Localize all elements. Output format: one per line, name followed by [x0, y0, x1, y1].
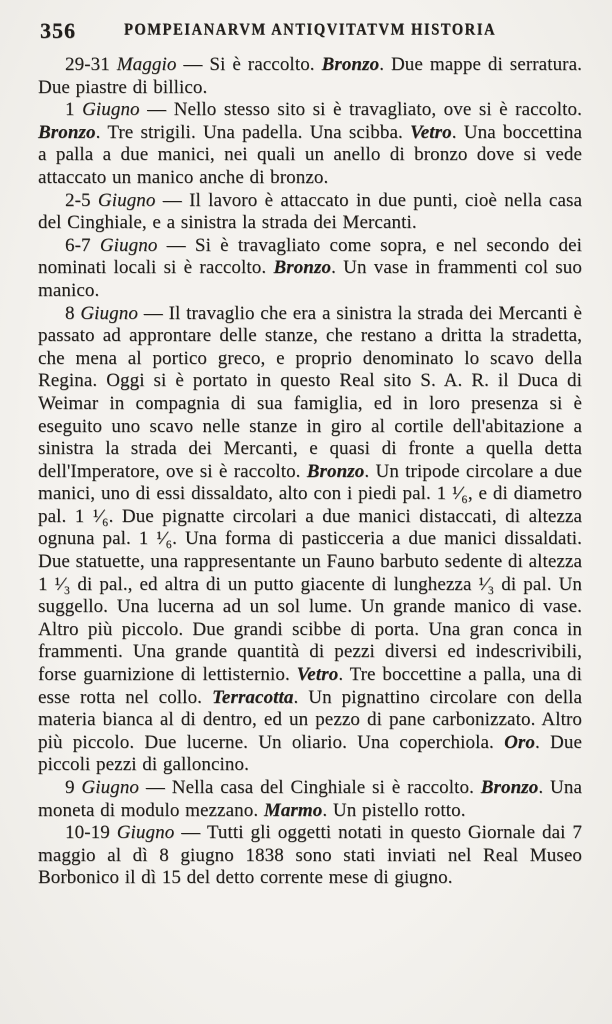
- entry-date-text: Giugno: [81, 777, 140, 798]
- entry-text: 10-19: [65, 822, 117, 844]
- material-label: Bronzo: [306, 460, 365, 482]
- entry-text: . Un vase in frammenti col suo manico.: [38, 257, 582, 301]
- entry-text: . Un pistello rotto.: [322, 799, 466, 821]
- material-label: Bronzo: [38, 121, 96, 143]
- entry-text: — Si è raccolto.: [176, 54, 322, 75]
- page-header: [38, 14, 582, 48]
- journal-entry: [38, 54, 582, 99]
- entry-text: . Tre strigili. Una padella. Una scibba.: [95, 121, 411, 143]
- entry-text: . Tre boccettine a palla, una di esse rotta nel collo.: [38, 664, 582, 708]
- entry-text: 2-5: [65, 189, 98, 211]
- entry-date-text: Giugno: [99, 234, 158, 256]
- entry-text: . Un pignattino circolare con della materia bianca al di dentro, ed un pezzo di pane carbonizzato. Altro più piccolo. Due lucerne. Un oliario. Una coperchiola.: [38, 686, 582, 753]
- journal-entry: [38, 303, 582, 777]
- entry-text: . Una moneta di modulo mezzano.: [38, 777, 582, 821]
- entry-text: . Una boccettina a palla a due manici, nei quali un anello di bronzo dove si vede attaccato un manico anche di bronzo.: [38, 121, 582, 188]
- journal-entry: [38, 235, 582, 303]
- material-label: Bronzo: [480, 777, 539, 798]
- material-label: Vetro: [410, 121, 452, 143]
- material-label: Bronzo: [321, 54, 380, 75]
- entry-text: — Il lavoro è attaccato in due punti, cioè nella casa del Cinghiale, e a sinistra la strada dei Mercanti.: [38, 189, 582, 234]
- entry-text: 1: [65, 99, 83, 121]
- entry-text: — Nella casa del Cinghiale si è raccolto.: [139, 777, 481, 798]
- material-label: Oro: [504, 731, 535, 753]
- journal-entry: [38, 777, 582, 822]
- entry-date-text: Giugno: [97, 189, 156, 211]
- running-title: POMPEIANARVM ANTIQVITATVM HISTORIA: [123, 20, 497, 40]
- material-label: Marmo: [263, 799, 323, 821]
- entry-date-text: Maggio: [116, 54, 177, 75]
- material-label: Vetro: [296, 664, 339, 686]
- entry-text: — Si è travagliato come sopra, e nel secondo dei nominati locali si è raccolto.: [38, 234, 582, 279]
- entry-date-text: Giugno: [82, 99, 140, 121]
- material-label: Bronzo: [273, 257, 332, 279]
- entry-text: . Un tripode circolare a due manici, uno di essi dissaldato, alto con i piedi pal. 1 ¹⁄₆, e di diametro pal. 1 ¹⁄₆. Due pignatte circolari a due manici distaccati, di altezza ognuna pal. 1 ¹⁄₆. Una forma di pasticceria a due manici dissaldati. Due statuette, una rappresentante un Fauno barbuto sedente di altezza 1 ¹⁄₃ di pal., ed altra di un putto giacente di lunghezza ¹⁄₃ di pal. Un suggello. Una lucerna ad un sol lume. Un grande manico di vase. Altro più piccolo. Due grandi scibbe di porta. Una gran conca in frammenti. Una grande quantità di pezzi diversi ed indescrivibili, forse guarnizione di lettisternio.: [38, 460, 582, 686]
- entry-text: . Due piccoli pezzi di galloncino.: [38, 731, 582, 776]
- entry-text: — Il travaglio che era a sinistra la strada dei Mercanti è passato ad approntare delle stanze, che restano a dritta la stradetta, che mena al portico greco, e proprio denominato lo scavo della Regina. Oggi si è portato in questo Real sito S. A. R. il Duca di Weimar in compagnia di sua famiglia, ed in loro presenza si è eseguito uno scavo nelle stanze in giro al cortile dell'abitazione a sinistra la strada dei Mercanti, e quasi di fronte a quella detta dell'Imperatore, ove si è raccolto.: [38, 302, 582, 482]
- entry-date-text: Giugno: [116, 822, 175, 844]
- material-label: Terracotta: [211, 686, 294, 708]
- journal-text: [38, 54, 582, 890]
- entry-text: 29-31: [65, 54, 117, 75]
- journal-entry: [38, 99, 582, 189]
- entry-text: 9: [65, 777, 82, 798]
- entry-text: 8: [65, 302, 81, 324]
- entry-text: — Tutti gli oggetti notati in questo Giornale dai 7 maggio al dì 8 giugno 1838 sono stati inviati nel Real Museo Borbonico il dì 15 del detto corrente mese di giugno.: [38, 822, 582, 889]
- page-number: 356: [40, 18, 76, 43]
- entry-date-text: Giugno: [80, 302, 138, 324]
- entry-text: — Nello stesso sito si è travagliato, ove si è raccolto.: [139, 99, 582, 121]
- journal-entry: [38, 190, 582, 235]
- entry-text: 6-7: [65, 234, 100, 256]
- journal-entry: [38, 822, 582, 890]
- entry-text: . Due mappe di serratura. Due piastre di billico.: [38, 54, 582, 98]
